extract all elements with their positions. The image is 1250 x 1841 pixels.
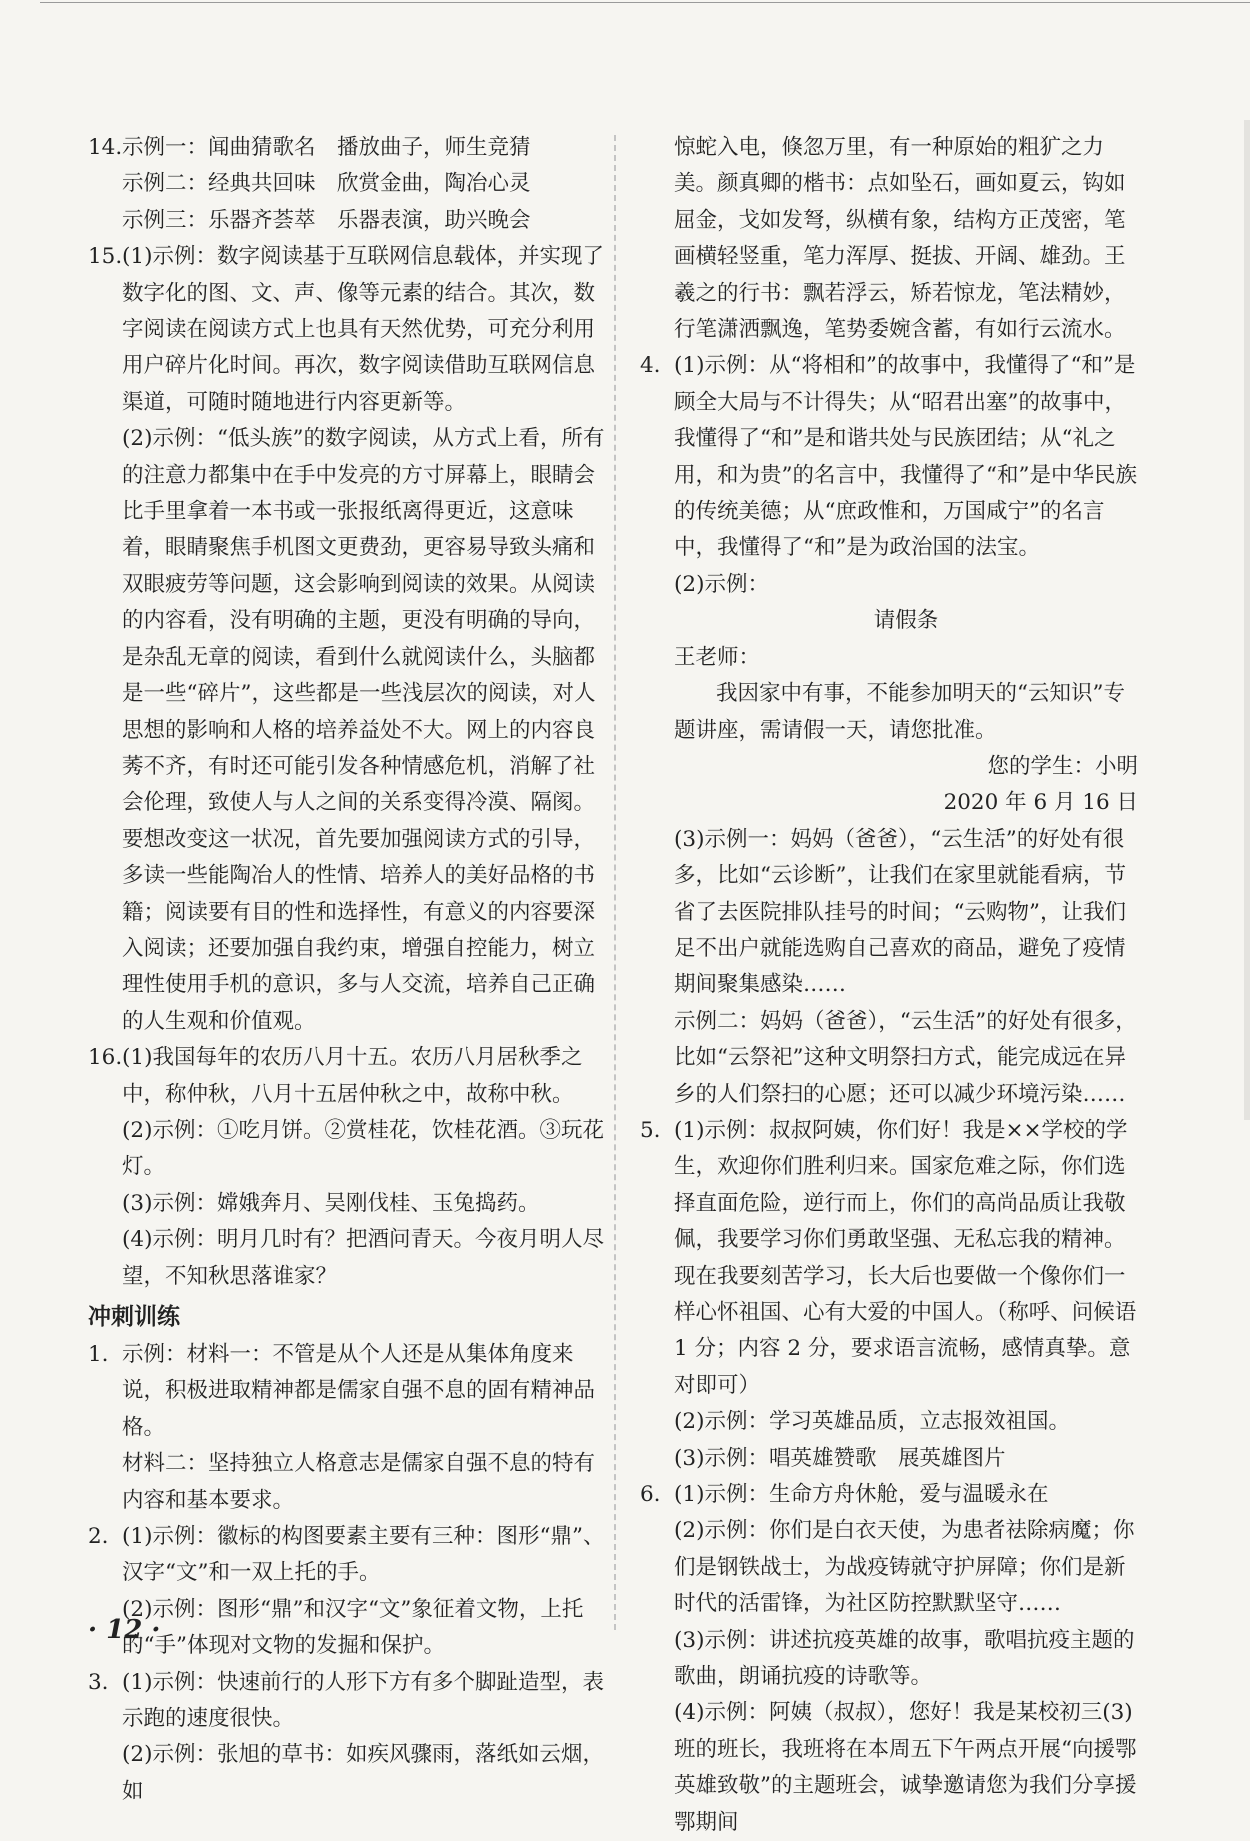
answer-number: 6. <box>640 1482 661 1508</box>
answer-part: (2)示例：①吃月饼。②赏桂花，饮桂花酒。③玩花灯。 <box>122 1117 604 1180</box>
answer-part: (3)示例：唱英雄赞歌 展英雄图片 <box>674 1445 1006 1471</box>
answer-number: 1. <box>88 1342 109 1367</box>
top-rule <box>40 2 1250 3</box>
answer-part: (4)示例：明月几时有？把酒问青天。今夜月明人尽望，不知秋思落谁家？ <box>122 1227 604 1289</box>
answer-part: (2)示例：你们是白衣天使，为患者祛除病魔；你们是钢铁战士，为战疫铸就守护屏障；你们是新时代的活雷锋，为社区防控默默坚守…… <box>674 1518 1135 1617</box>
answer-s2 <box>88 1519 608 1665</box>
answer-part: (1)示例：快速前行的人形下方有多个脚趾造型，表示跑的速度很快。 <box>122 1669 604 1732</box>
page-number: · 12 · <box>88 1615 161 1645</box>
answer-number: 15. <box>88 244 123 270</box>
answer-part: (1)示例：从“将相和”的故事中，我懂得了“和”是顾全大局与不计得失；从“昭君出塞”的故事中，我懂得了“和”是和谐共处与民族团结；从“礼之用，和为贵”的名言中，我懂得了“和”是中华民族的传统美德；从“庶政惟和，万国咸宁”的名言中，我懂得了“和”是为政治国的法宝。 <box>674 353 1137 561</box>
leave-note-salutation: 王老师： <box>674 644 761 670</box>
answer-line: 示例一：闻曲猜歌名 播放曲子，师生竞猜 <box>122 135 531 160</box>
answer-number: 2. <box>88 1524 109 1550</box>
answer-line: 示例二：经典共回味 欣赏金曲，陶冶心灵 <box>122 171 531 197</box>
answer-part: (4)示例：阿姨（叔叔），您好！我是某校初三(3)班的班长，我班将在本周五下午两点开展“向援鄂英雄致敬”的主题班会，诚挚邀请您为我们分享援鄂期间 <box>674 1700 1137 1835</box>
answer-part: (1)示例：生命方舟休舱，爱与温暖永在 <box>674 1482 1049 1508</box>
leave-note-body: 我因家中有事，不能参加明天的“云知识”专题讲座，需请假一天，请您批准。 <box>674 681 1125 743</box>
answer-line: 示例三：乐器齐荟萃 乐器表演，助兴晚会 <box>122 207 531 233</box>
leave-note-signature: 您的学生：小明 <box>987 753 1138 779</box>
answer-part: (3)示例一：妈妈（爸爸），“云生活”的好处有很多，比如“云诊断”，让我们在家里就能看病，节省了去医院排队挂号的时间；“云购物”，让我们足不出户就能选购自己喜欢的商品，避免了疫情期间聚集感染…… <box>674 826 1126 998</box>
answer-16 <box>88 1040 608 1295</box>
answer-number: 16. <box>88 1045 123 1071</box>
answer-number: 3. <box>88 1669 109 1695</box>
answer-s5 <box>640 1113 1138 1477</box>
leave-note-title: 请假条 <box>873 608 939 634</box>
answer-part: 示例二：妈妈（爸爸），“云生活”的好处有很多，比如“云祭祀”这种文明祭扫方式，能完成远在异乡的人们祭扫的心愿；还可以减少环境污染…… <box>674 1008 1137 1107</box>
section-heading: 冲刺训练 <box>88 1304 180 1330</box>
page-edge-shadow <box>1244 120 1250 1120</box>
answer-part: (2)示例：图形“鼎”和汉字“文”象征着文物，上托的“手”体现对文物的发掘和保护。 <box>122 1596 584 1659</box>
answer-part-cont: 中，称仲秋，八月十五居仲秋之中，故称中秋。 <box>122 1081 574 1107</box>
answer-s6 <box>640 1477 1138 1841</box>
answer-s4 <box>640 348 1138 1113</box>
answer-number: 4. <box>640 353 661 379</box>
answer-part: (2)示例： <box>674 571 769 597</box>
answer-part-cont: 数字化的图、文、声、像等元素的结合。其次，数字阅读在阅读方式上也具有天然优势，可充分利用用户碎片化时间。再次，数字阅读借助互联网信息渠道，可随时随地进行内容更新等。 <box>122 280 596 415</box>
left-column <box>88 130 608 1810</box>
answer-part: (3)示例：讲述抗疫英雄的故事，歌唱抗疫主题的歌曲，朗诵抗疫的诗歌等。 <box>674 1627 1135 1690</box>
right-column <box>640 130 1138 1841</box>
answer-part: (1)示例：徽标的构图要素主要有三种：图形“鼎”、汉字“文”和一双上托的手。 <box>122 1524 605 1586</box>
answer-part: (3)示例：嫦娥奔月、吴刚伐桂、玉兔捣药。 <box>122 1190 540 1216</box>
answer-part: (2)示例：学习英雄品质，立志报效祖国。 <box>674 1409 1070 1435</box>
answer-14 <box>88 130 608 239</box>
answer-part: (1)我国每年的农历八月十五。农历八月居秋季之 <box>122 1045 583 1071</box>
answer-s1 <box>88 1337 608 1519</box>
answer-part: 材料二：坚持独立人格意志是儒家自强不息的特有内容和基本要求。 <box>122 1451 596 1513</box>
answer-s3-continued: 惊蛇入电，倏忽万里，有一种原始的粗犷之力美。颜真卿的楷书：点如坠石，画如夏云，钩如屈金，戈如发弩，纵横有象，结构方正茂密，笔画横轻竖重，笔力浑厚、挺拔、开阔、雄劲。王羲之的行书：飘若浮云，矫若惊龙，笔法精妙，行笔潇洒飘逸，笔势委婉含蓄，有如行云流水。 <box>674 135 1126 343</box>
column-divider <box>614 135 616 1630</box>
answer-number: 14. <box>88 135 123 160</box>
answer-part: (1)示例：数字阅读基于互联网信息载体，并实现了 <box>122 244 604 270</box>
answer-part: (2)示例：“低头族”的数字阅读，从方式上看，所有的注意力都集中在手中发亮的方寸屏幕上，眼睛会比手里拿着一本书或一张报纸离得更近，这意味着，眼睛聚焦手机图文更费劲，更容易导致头痛和双眼疲劳等问题，这会影响到阅读的效果。从阅读的内容看，没有明确的主题，更没有明确的导向，是杂乱无章的阅读，看到什么就阅读什么，头脑都是一些“碎片”，这些都是一些浅层次的阅读，对人思想的影响和人格的培养益处不大。网上的内容良莠不齐，有时还可能引发各种情感危机，消解了社会伦理，致使人与人之间的关系变得冷漠、隔阂。要想改变这一状况，首先要加强阅读方式的引导，多读一些能陶冶人的性情、培养人的美好品格的书籍；阅读要有目的性和选择性，有意义的内容要深入阅读；还要加强自我约束，增强自控能力，树立理性使用手机的意识，多与人交流，培养自己正确的人生观和价值观。 <box>122 426 605 1034</box>
answer-s3 <box>88 1665 608 1811</box>
answer-15 <box>88 239 608 1040</box>
answer-part: 示例：材料一：不管是从个人还是从集体角度来说，积极进取精神都是儒家自强不息的固有精神品格。 <box>122 1342 596 1440</box>
answer-number: 5. <box>640 1117 661 1143</box>
answer-part: (1)示例：叔叔阿姨，你们好！我是××学校的学生，欢迎你们胜利归来。国家危难之际，你们选择直面危险，逆行而上，你们的高尚品质让我敬佩，我要学习你们勇敢坚强、无私忘我的精神。现在我要刻苦学习，长大后也要做一个像你们一样心怀祖国、心有大爱的中国人。（称呼、问候语 1 分；内容 2 分，要求语言流畅，感情真挚。意对即可） <box>674 1117 1137 1398</box>
leave-note-date: 2020 年 6 月 16 日 <box>943 790 1138 816</box>
answer-part: (2)示例：张旭的草书：如疾风骤雨，落纸如云烟，如 <box>122 1742 604 1804</box>
